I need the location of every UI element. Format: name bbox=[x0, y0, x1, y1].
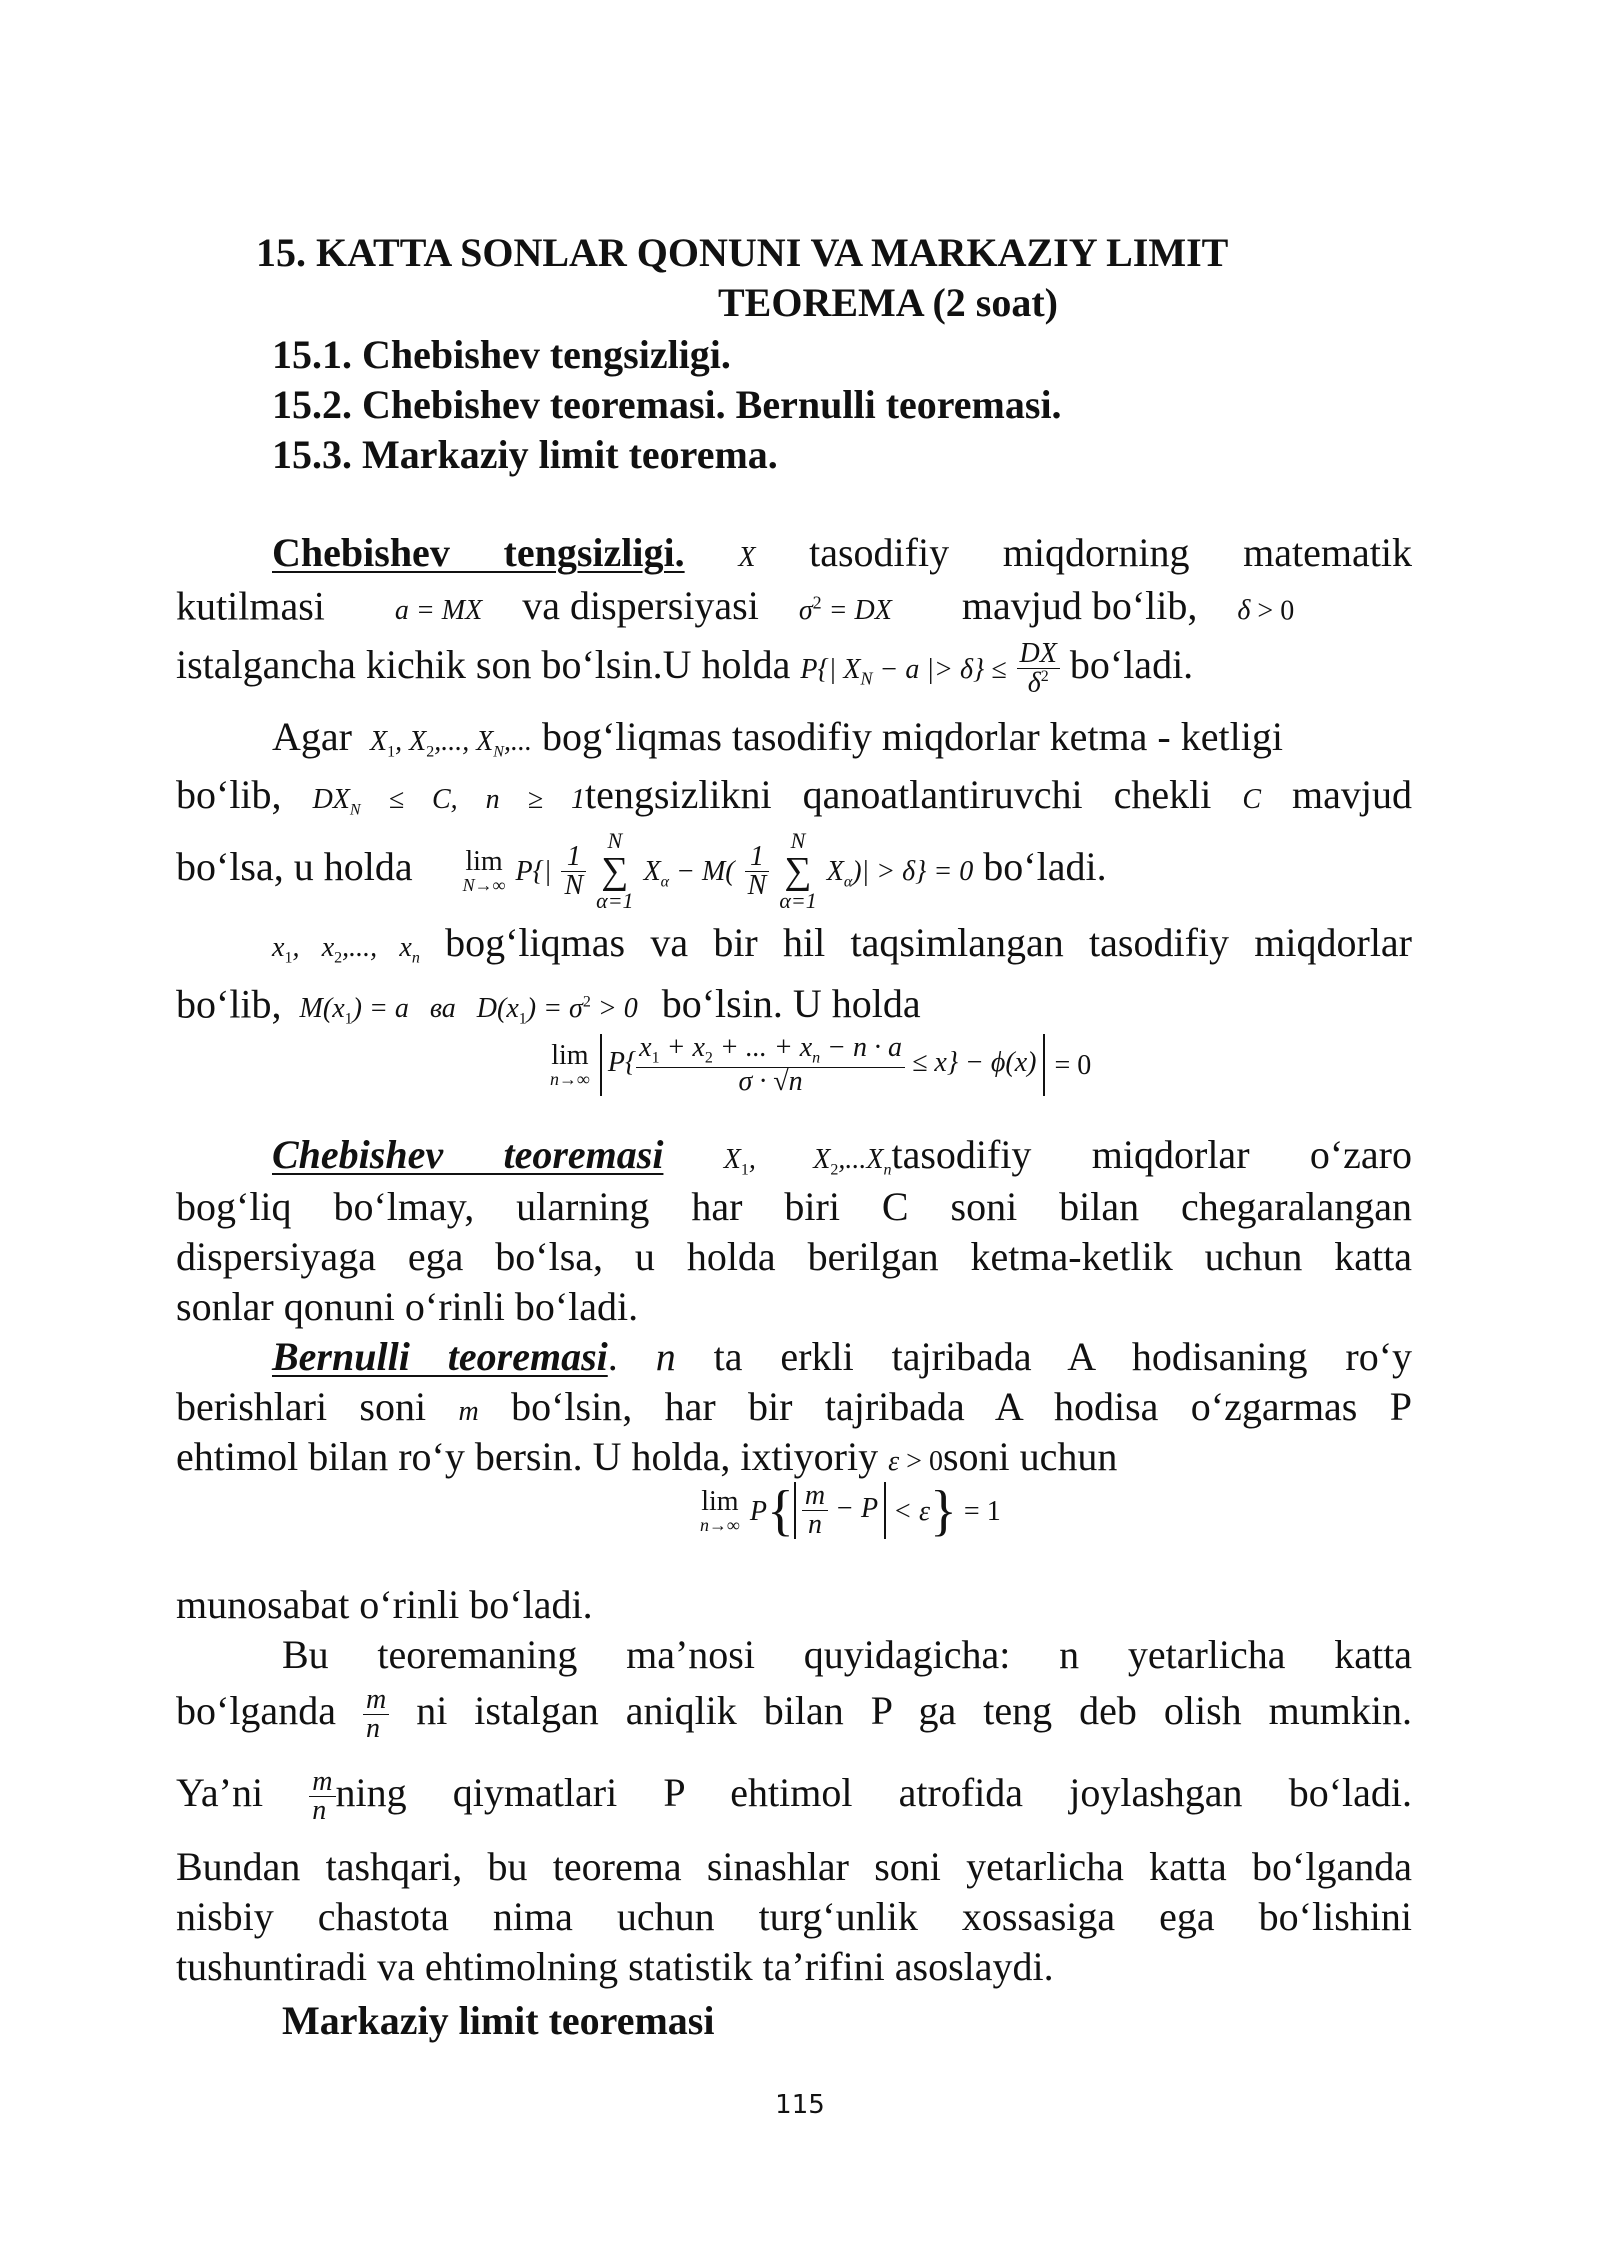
fraction: $\frac{1}{N}$ bbox=[745, 843, 770, 900]
paragraph-line: munosabat o‘rinli bo‘ladi. bbox=[176, 1582, 593, 1627]
paragraph-line: bog‘liq bo‘lmay, ularning har biri C soni bilan chegaralangan bbox=[176, 1184, 1412, 1229]
paragraph-line: bo‘lsa, u holda lim N→∞ P{| $\frac{1}{N}$ N ∑ α=1 $X_\alpha - M$( $\frac{1}{N}$ N ∑ α=1 $X_\alpha)| > \delta\} = 0$ bo‘ladi. bbox=[176, 828, 1107, 913]
paragraph-line: Chebishev teoremasi $X_1$, $X_2,...X_ntasodifiy$ miqdorlar o‘zaro bbox=[272, 1132, 1412, 1179]
page-number: 115 bbox=[775, 2090, 825, 2120]
paragraph-line: ehtimol bilan ro‘y bersin. U holda, ixtiyoriy ε > 0soni uchun bbox=[176, 1434, 1118, 1479]
limit-operator: lim n→∞ bbox=[550, 1039, 590, 1089]
paragraph-line: nisbiy chastota nima uchun turg‘unlik xossasiga ega bo‘lishini bbox=[176, 1894, 1412, 1939]
paragraph-line: Bu teoremaning ma’nosi quyidagicha: n yetarlicha katta bbox=[282, 1632, 1412, 1677]
paragraph-line: tushuntiradi va ehtimolning statistik ta’rifini asoslaydi. bbox=[176, 1944, 1054, 1989]
fraction: $\frac{DX}{\delta^2}$ bbox=[1017, 640, 1060, 697]
outline-item-3: 15.3. Markaziy limit teorema. bbox=[272, 432, 778, 477]
fraction: $\frac{m}{n}$ bbox=[363, 1686, 389, 1743]
section-heading: Chebishev teoremasi bbox=[272, 1132, 664, 1177]
fraction: $\frac{m}{n}$ bbox=[309, 1768, 335, 1825]
chapter-title-line2: TEOREMA (2 soat) bbox=[718, 280, 1058, 325]
paragraph-line: bo‘lganda $\frac{m}{n}$ ni istalgan aniqlik bilan P ga teng deb olish mumkin. bbox=[176, 1684, 1413, 1745]
paragraph-line: bo‘lib, $M(x_1) = a$ ва $D(x_1) = \sigma^2 > 0$ bo‘lsin. U holda bbox=[176, 981, 921, 1028]
paragraph-line: Bernulli teoremasi. n ta erkli tajribada A hodisaning ro‘y bbox=[272, 1334, 1413, 1379]
paragraph-line: kutilmasi a = MX va dispersiyasi $\sigma^2$ = DX mavjud bo‘lib, δ > 0 bbox=[176, 583, 1295, 629]
section-heading: Bernulli teoremasi bbox=[272, 1334, 608, 1379]
paragraph-line: dispersiyaga ega bo‘lsa, u holda berilgan ketma-ketlik uchun katta bbox=[176, 1234, 1412, 1279]
paragraph-line: bo‘lib, $DX_N \le C$, n ≥ 1tengsizlikni qanoatlantiruvchi chekli C mavjud bbox=[176, 772, 1413, 819]
formula-clt: lim n→∞ P{ $\frac{x_1 + x_2 + ... + x_n - n \cdot a}{\sigma \cdot √n}$ ≤ x} − ϕ(x) = 0 bbox=[550, 1032, 1092, 1097]
section-heading: Markaziy limit teoremasi bbox=[282, 1998, 715, 2043]
paragraph-line: Ya’ni $\frac{m}{n}$ ning qiymatlari P ehtimol atrofida joylashgan bo‘ladi. bbox=[176, 1766, 1413, 1827]
paragraph-line: $x_1$, $x_2$,..., $x_n$ bog‘liqmas va bir hil taqsimlangan tasodifiy miqdorlar bbox=[272, 920, 1412, 967]
outline-item-1: 15.1. Chebishev tengsizligi. bbox=[272, 332, 731, 377]
paragraph-line: istalgancha kichik son bo‘lsin.U holda P{| $X_N - a$ |> δ} ≤ $\frac{DX}{\delta^2}$ bo‘ladi. bbox=[176, 638, 1194, 699]
paragraph-line: berishlari soni m bo‘lsin, har bir tajribada A hodisa o‘zgarmas P bbox=[176, 1384, 1412, 1429]
fraction: $\frac{1}{N}$ bbox=[561, 843, 586, 900]
chapter-title-line1: 15. KATTA SONLAR QONUNI VA MARKAZIY LIMIT bbox=[256, 230, 1229, 275]
formula-bernoulli: lim n→∞ P{ $\frac{m}{n}$ − P < ε} = 1 bbox=[700, 1479, 1001, 1542]
paragraph-line: Bundan tashqari, bu teorema sinashlar soni yetarlicha katta bo‘lganda bbox=[176, 1844, 1412, 1889]
limit-operator: lim n→∞ bbox=[700, 1485, 740, 1535]
paragraph-line: Chebishev tengsizligi. X tasodifiy miqdorning matematik bbox=[272, 530, 1412, 575]
section-heading: Chebishev tengsizligi. bbox=[272, 530, 685, 575]
paragraph-line: sonlar qonuni o‘rinli bo‘ladi. bbox=[176, 1284, 639, 1329]
paragraph-line: Agar $X_1$, $X_2$,..., $X_N$,... bog‘liqmas tasodifiy miqdorlar ketma - ketligi bbox=[272, 714, 1283, 761]
limit-operator: lim N→∞ bbox=[462, 846, 506, 895]
outline-item-2: 15.2. Chebishev teoremasi. Bernulli teoremasi. bbox=[272, 382, 1062, 427]
